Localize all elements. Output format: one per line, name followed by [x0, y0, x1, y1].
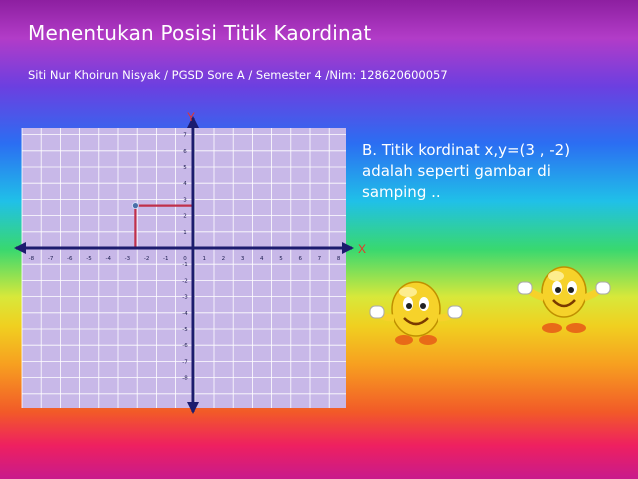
y-tick-label: 5	[183, 165, 187, 171]
x-tick-label: 2	[221, 256, 226, 262]
x-tick-label: 6	[298, 256, 302, 262]
y-tick-label: 7	[183, 132, 187, 139]
y-tick-label: -5	[182, 327, 188, 333]
y-axis-label: Y	[187, 110, 196, 124]
x-tick-label: 5	[279, 256, 283, 262]
plotted-point	[132, 203, 138, 209]
x-axis-label: X	[358, 242, 367, 256]
y-tick-label: -1	[182, 262, 188, 269]
x-tick-label: 1	[202, 256, 206, 262]
x-tick-label: -3	[124, 256, 131, 262]
x-tick-label: -7	[47, 256, 54, 262]
slide-subtitle: Siti Nur Khoirun Nisyak / PGSD Sore A / Semester 4 /Nim: 128620600057	[28, 68, 448, 82]
y-tick-label: -2	[182, 278, 188, 285]
x-axis-arrow-left	[14, 242, 26, 254]
x-tick-label: 7	[317, 256, 322, 262]
x-tick-label: 4	[260, 256, 264, 262]
y-tick-label: -8	[182, 375, 188, 382]
x-tick-label: -1	[163, 256, 169, 262]
y-tick-label: -7	[182, 359, 188, 366]
y-tick-label: -4	[182, 310, 188, 317]
smiley-thumbs-up-icon	[368, 274, 464, 348]
x-tick-label: -8	[28, 256, 35, 262]
y-tick-label: 1	[183, 229, 187, 236]
y-tick-label: 6	[183, 148, 187, 155]
x-tick-label: 8	[336, 256, 341, 262]
slide-title: Menentukan Posisi Titik Kaordinat	[28, 21, 372, 45]
x-tick-label: 3	[240, 256, 245, 262]
description-text: B. Titik kordinat x,y=(3 , -2) adalah seperti gambar di samping ..	[362, 141, 571, 201]
x-tick-label: -5	[86, 256, 92, 262]
x-tick-label: 0	[183, 256, 187, 262]
y-tick-label: -3	[182, 294, 188, 301]
x-tick-label: -6	[67, 256, 73, 262]
smiley-thumbs-up-icon	[516, 258, 612, 338]
x-axis-arrow-right	[342, 242, 354, 254]
y-tick-label: 2	[183, 213, 187, 220]
y-tick-label: -6	[182, 343, 188, 350]
y-tick-label: 3	[183, 197, 187, 204]
x-tick-label: -2	[143, 256, 150, 262]
y-tick-label: 4	[183, 181, 187, 188]
x-tick-label: -4	[105, 256, 111, 262]
